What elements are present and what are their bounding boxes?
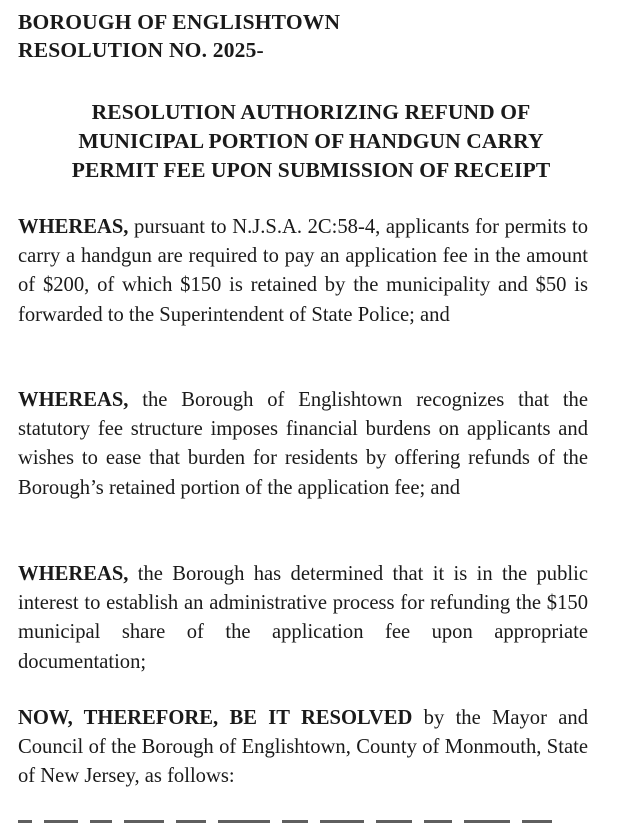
document-header [18, 8, 340, 64]
whereas-paragraph-2 [18, 386, 588, 503]
resolution-number: RESOLUTION NO. 2025- [18, 38, 264, 62]
paragraph-lead: NOW, THEREFORE, BE IT RESOLVED [18, 707, 413, 729]
cut-off-next-line [18, 808, 598, 823]
paragraph-text: pursuant to N.J.S.A. 2C:58-4, applicants for permits to carry a handgun are required to pay an application fee in the amount of $200, of which $150 is retained by the municipality and $50 is forwarded to the Superintendent of State Police; and [18, 216, 588, 326]
paragraph-text: the Borough of Englishtown recognizes that the statutory fee structure imposes financial burdens on applicants and wishes to ease that burden for residents by offering refunds of the Borough’s retained portion of the application fee; and [18, 389, 588, 499]
title-line-1: RESOLUTION AUTHORIZING REFUND OF [91, 100, 531, 124]
paragraph-lead: WHEREAS, [18, 216, 129, 238]
paragraph-text: by the Mayor and Council of the Borough of Englishtown, County of Monmouth, State of New Jersey, as follows: [18, 707, 588, 788]
paragraph-lead: WHEREAS, [18, 563, 129, 585]
resolved-paragraph [18, 704, 588, 792]
paragraph-lead: WHEREAS, [18, 389, 129, 411]
title-line-3: PERMIT FEE UPON SUBMISSION OF RECEIPT [71, 158, 551, 182]
paragraph-text: the Borough has determined that it is in the public interest to establish an administrative process for refunding the $150 municipal share of the application fee upon appropriate documentation; [18, 563, 588, 673]
whereas-paragraph-3 [18, 560, 588, 677]
whereas-paragraph-1 [18, 213, 588, 330]
resolution-title [0, 98, 622, 185]
borough-name: BOROUGH OF ENGLISHTOWN [18, 10, 341, 34]
title-line-2: MUNICIPAL PORTION OF HANDGUN CARRY [78, 129, 544, 153]
